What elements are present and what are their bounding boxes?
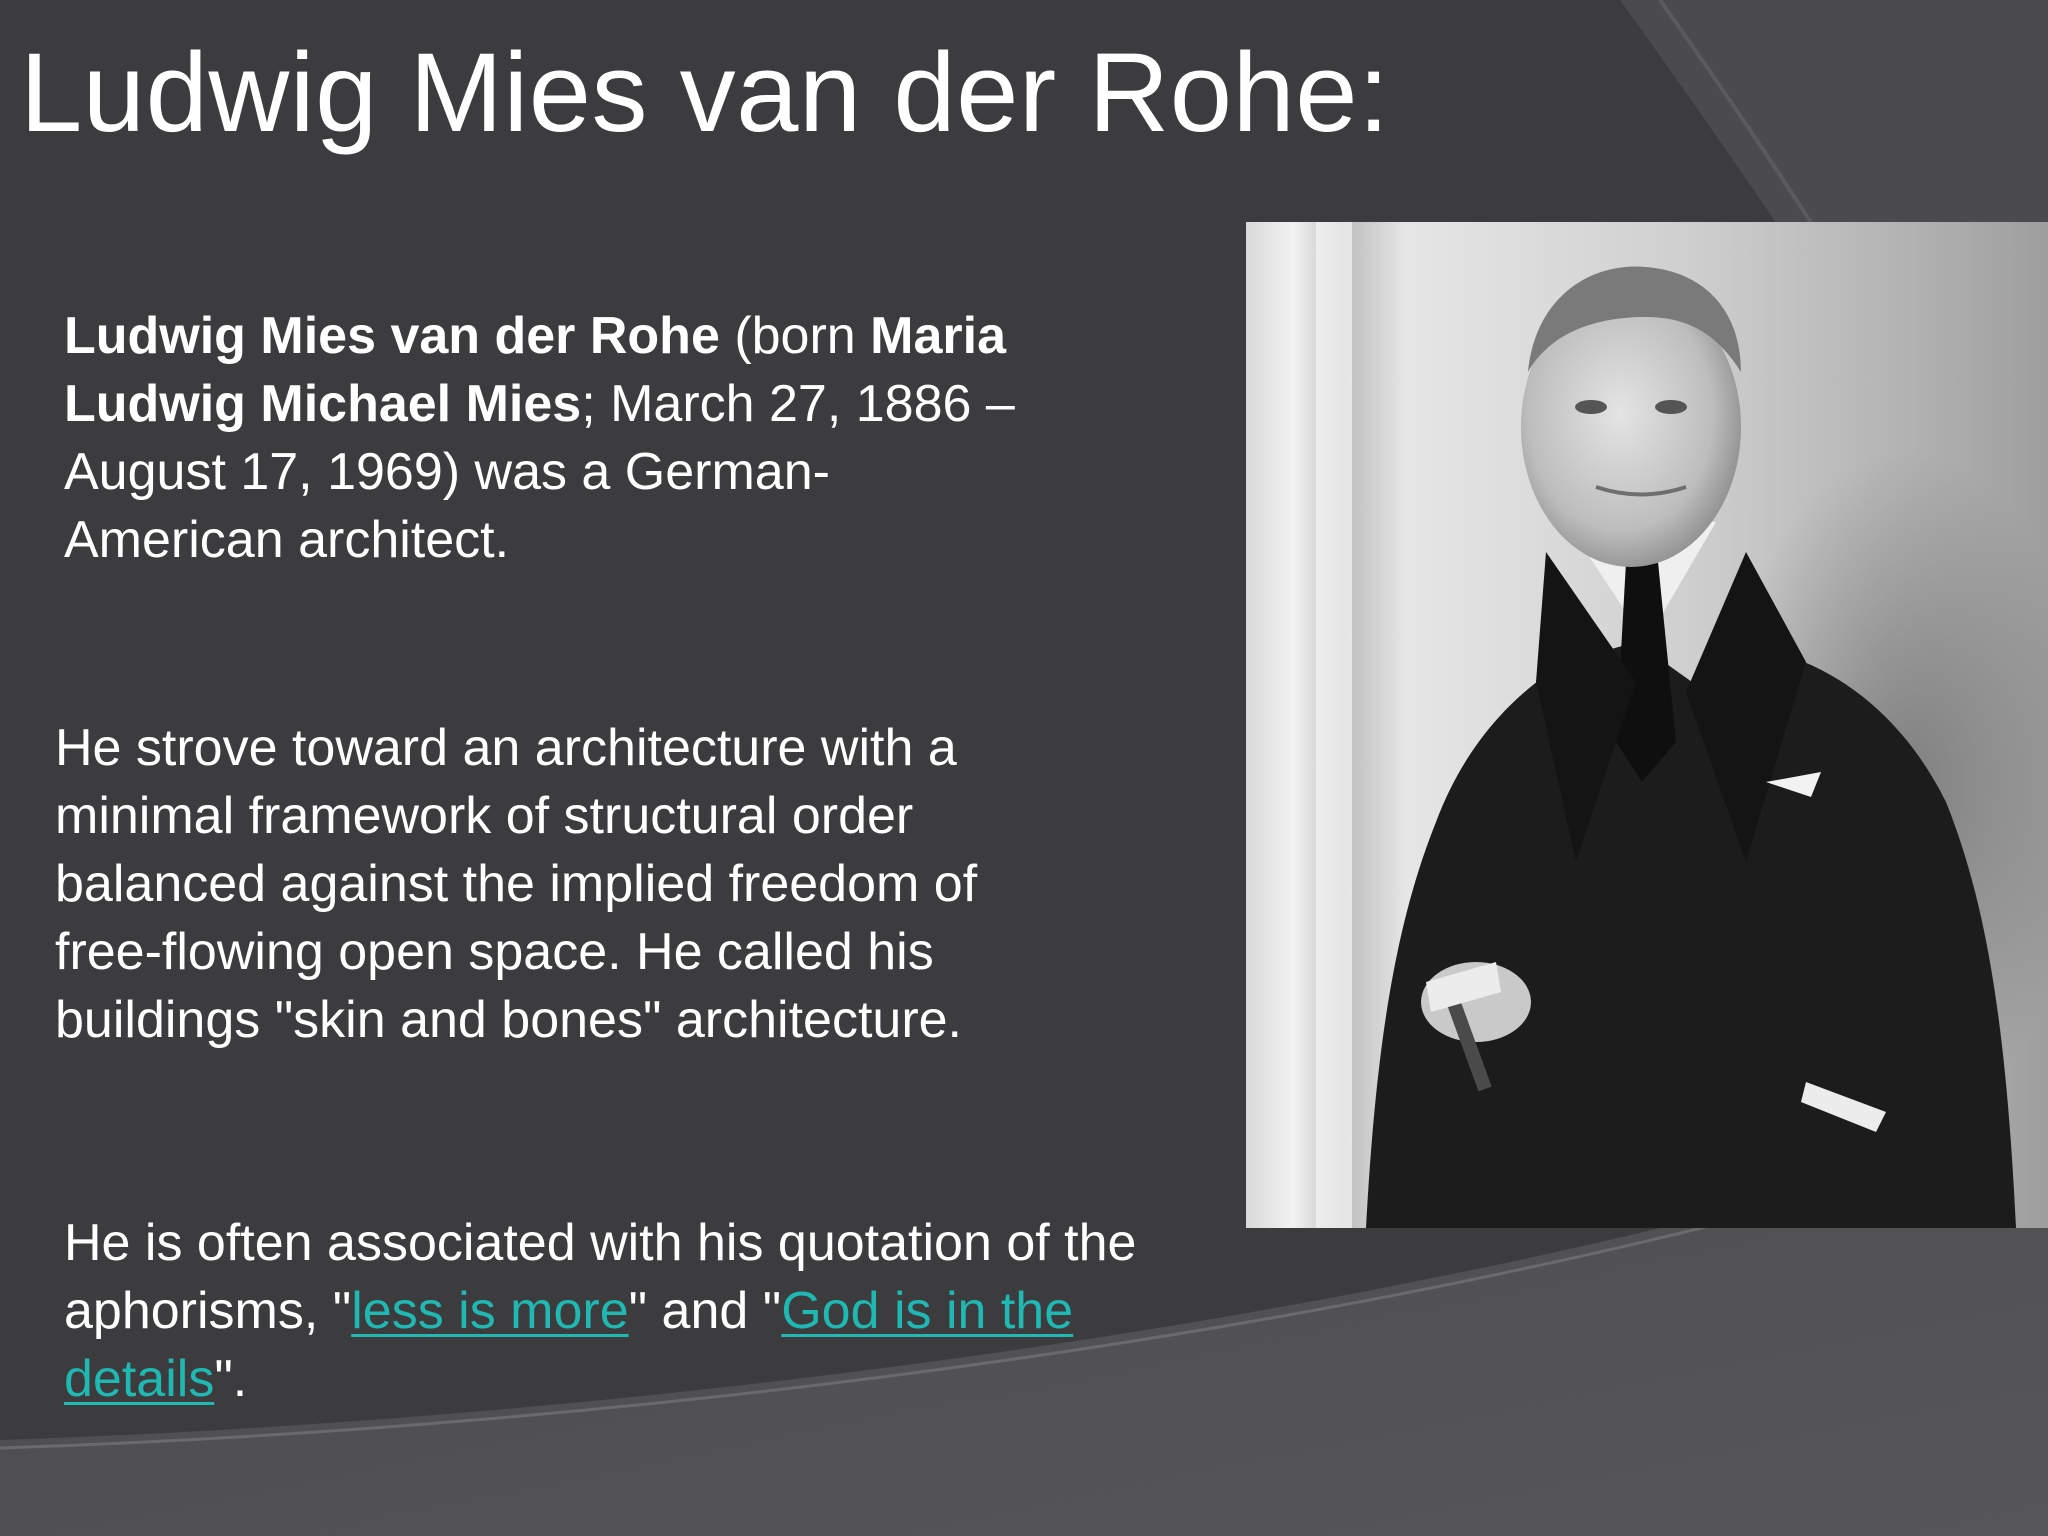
portrait-photo bbox=[1246, 222, 2048, 1228]
philosophy-paragraph: He strove toward an architecture with a minimal framework of structural order balanced against the implied freedom of free-flowing open space. He called his buildings "skin and bones" architecture. bbox=[55, 719, 978, 1049]
bio-dates: ; March 27, 1886 – August 17, 1969) was a German-American architect. bbox=[64, 375, 1015, 569]
quotes-middle: " and " bbox=[628, 1282, 782, 1340]
bio-birth-name: Maria Ludwig Michael Mies bbox=[64, 307, 1007, 433]
quotes-end: ". bbox=[214, 1350, 248, 1408]
bio-name: Ludwig Mies van der Rohe bbox=[64, 307, 720, 365]
quotes-paragraph bbox=[64, 1209, 1144, 1413]
bio-paragraph bbox=[64, 302, 1044, 574]
less-is-more-link[interactable]: less is more bbox=[351, 1282, 629, 1340]
bio-born-open: (born bbox=[719, 307, 871, 365]
slide-title: Ludwig Mies van der Rohe: bbox=[20, 30, 1390, 155]
god-is-in-the-details-link[interactable]: God is in the details bbox=[64, 1282, 1074, 1408]
quotes-intro: He is often associated with his quotation of the aphorisms, " bbox=[64, 1214, 1137, 1340]
